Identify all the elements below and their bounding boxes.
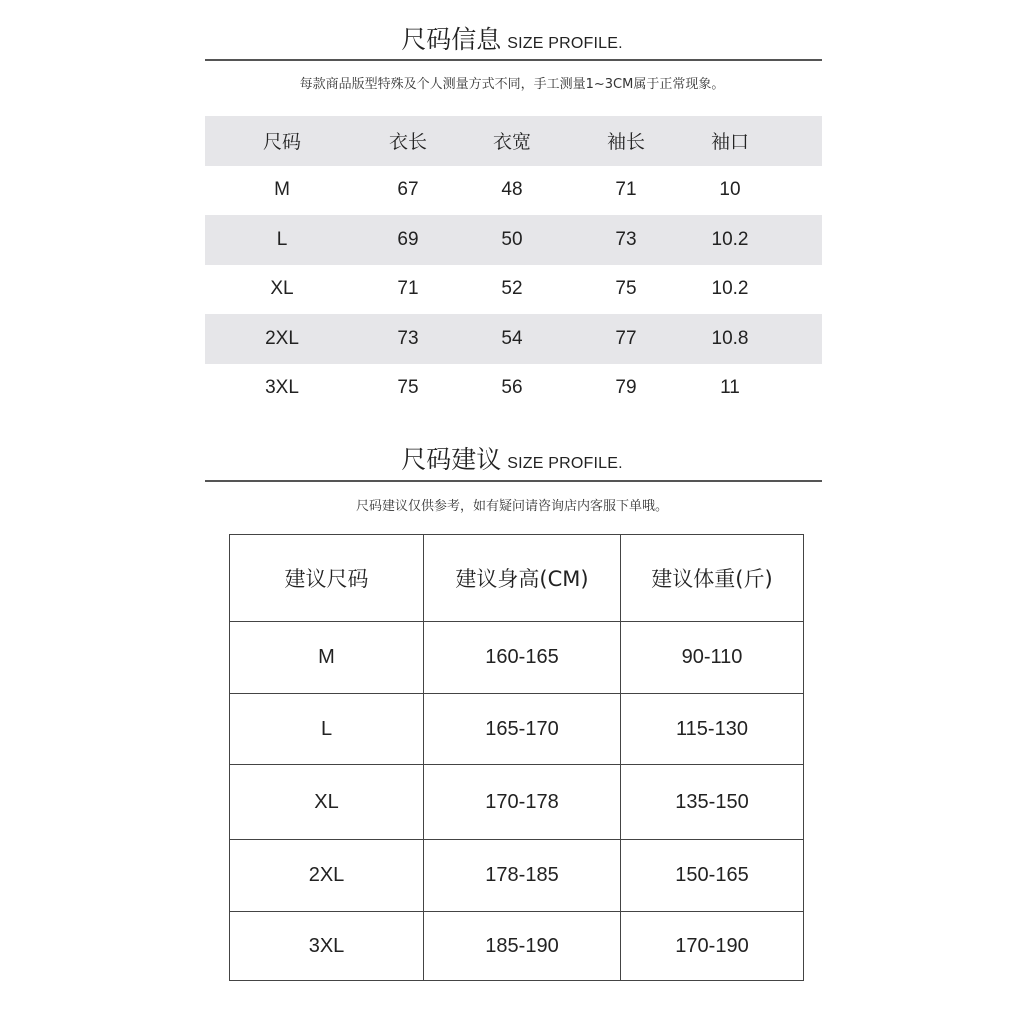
cell-advice-size: 3XL xyxy=(230,912,424,981)
cell-size: M xyxy=(274,179,290,201)
cell-cuff: 10.2 xyxy=(711,228,749,250)
table-row xyxy=(205,314,822,364)
cell-width: 54 xyxy=(501,327,523,349)
size-info-title-en: SIZE PROFILE. xyxy=(507,35,623,52)
size-advice-table xyxy=(229,534,804,981)
cell-advice-size: L xyxy=(230,694,424,765)
size-advice-note: 尺码建议仅供参考，如有疑问请咨询店内客服下单哦。 xyxy=(355,499,668,514)
cell-cuff: 10.2 xyxy=(711,278,749,300)
table-row xyxy=(205,215,822,265)
size-info-table xyxy=(205,116,822,413)
cell-cuff: 11 xyxy=(720,377,740,399)
header-advice-size: 建议尺码 xyxy=(230,535,424,622)
cell-length: 67 xyxy=(397,179,419,201)
header-width: 衣宽 xyxy=(492,131,531,154)
cell-length: 69 xyxy=(397,228,419,250)
table-row xyxy=(205,364,822,414)
header-sleeve-length: 袖长 xyxy=(606,131,645,154)
cell-sleeve-length: 75 xyxy=(615,278,637,300)
size-info-divider xyxy=(205,59,822,61)
cell-sleeve-length: 71 xyxy=(615,179,637,201)
cell-advice-height: 170-178 xyxy=(424,765,621,840)
cell-advice-height: 160-165 xyxy=(424,622,621,694)
size-advice-title-zh: 尺码建议 xyxy=(401,445,502,474)
table-row xyxy=(205,265,822,315)
header-advice-weight: 建议体重(斤) xyxy=(621,535,804,622)
cell-length: 75 xyxy=(397,377,419,399)
cell-width: 52 xyxy=(501,278,523,300)
cell-advice-weight: 115-130 xyxy=(621,694,804,765)
cell-sleeve-length: 79 xyxy=(615,377,637,399)
size-advice-title-en: SIZE PROFILE. xyxy=(507,455,623,472)
size-info-title xyxy=(0,20,1024,56)
cell-length: 71 xyxy=(397,278,419,300)
header-cuff: 袖口 xyxy=(710,131,749,154)
cell-cuff: 10.8 xyxy=(711,327,749,349)
size-info-note: 每款商品版型特殊及个人测量方式不同，手工测量1~3CM属于正常现象。 xyxy=(299,77,725,92)
cell-width: 50 xyxy=(501,228,523,250)
header-advice-height: 建议身高(CM) xyxy=(424,535,621,622)
cell-sleeve-length: 73 xyxy=(615,228,637,250)
cell-advice-size: 2XL xyxy=(230,840,424,912)
table-row xyxy=(230,622,804,694)
table-row xyxy=(230,765,804,840)
cell-advice-weight: 150-165 xyxy=(621,840,804,912)
cell-size: 3XL xyxy=(265,377,299,399)
cell-size: L xyxy=(276,228,288,250)
cell-advice-weight: 135-150 xyxy=(621,765,804,840)
cell-cuff: 10 xyxy=(719,179,741,201)
table-row xyxy=(230,840,804,912)
cell-advice-height: 178-185 xyxy=(424,840,621,912)
cell-width: 56 xyxy=(501,377,523,399)
cell-advice-height: 165-170 xyxy=(424,694,621,765)
table-row xyxy=(230,694,804,765)
size-advice-divider xyxy=(205,480,822,482)
header-length: 衣长 xyxy=(388,131,427,154)
cell-advice-size: M xyxy=(230,622,424,694)
cell-advice-weight: 90-110 xyxy=(621,622,804,694)
cell-size: 2XL xyxy=(265,327,299,349)
cell-advice-size: XL xyxy=(230,765,424,840)
cell-size: XL xyxy=(270,278,294,300)
table-row xyxy=(230,912,804,981)
cell-width: 48 xyxy=(501,179,523,201)
header-size: 尺码 xyxy=(262,131,301,154)
cell-length: 73 xyxy=(397,327,419,349)
cell-advice-height: 185-190 xyxy=(424,912,621,981)
size-info-title-zh: 尺码信息 xyxy=(401,25,502,54)
table-row xyxy=(205,166,822,216)
cell-sleeve-length: 77 xyxy=(615,327,637,349)
size-info-header-row xyxy=(205,116,822,166)
size-advice-title xyxy=(0,440,1024,476)
size-advice-header-row xyxy=(230,535,804,622)
cell-advice-weight: 170-190 xyxy=(621,912,804,981)
